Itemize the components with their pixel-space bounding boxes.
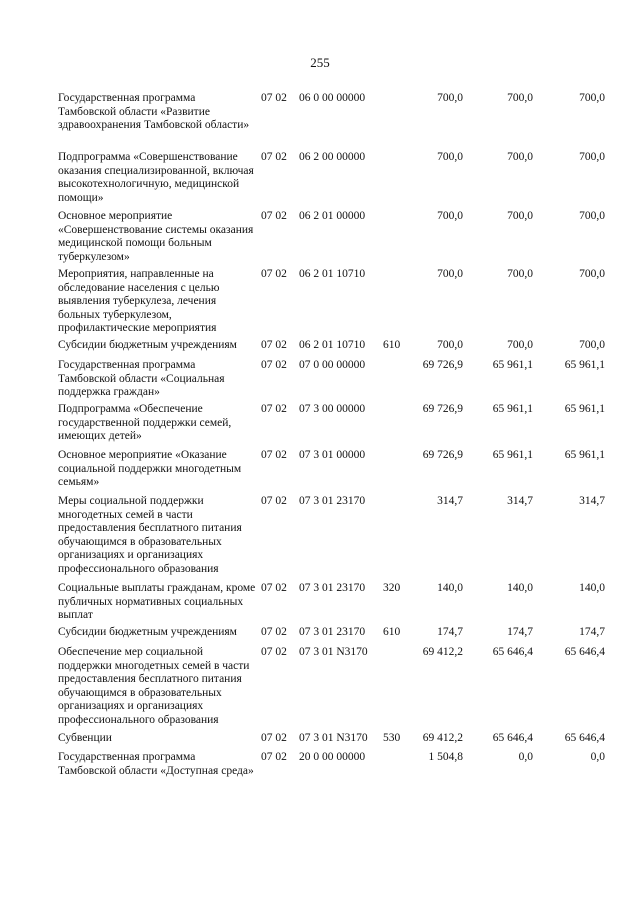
table-row (58, 732, 618, 751)
target-article-code: 20 0 00 00000 (299, 751, 366, 763)
section-code: 07 02 (261, 151, 287, 163)
expense-type-code: 610 (383, 626, 401, 638)
target-article-code: 06 0 00 00000 (299, 92, 366, 104)
amount-col-2: 700,0 (507, 151, 533, 163)
expense-type-code: 610 (383, 339, 401, 351)
section-code: 07 02 (261, 732, 287, 744)
page-number: 255 (310, 55, 330, 70)
target-article-code: 07 3 01 N3170 (299, 646, 368, 658)
row-name: Субвенции (58, 732, 112, 744)
amount-col-2: 65 646,4 (492, 732, 533, 744)
amount-col-3: 700,0 (579, 268, 605, 280)
section-code: 07 02 (261, 403, 287, 415)
row-name: Государственная программа Тамбовской области «Доступная среда» (58, 751, 254, 777)
table-row (58, 92, 618, 151)
amount-col-1: 140,0 (437, 582, 463, 594)
section-code: 07 02 (261, 339, 287, 351)
amount-col-1: 314,7 (437, 495, 463, 507)
amount-col-1: 700,0 (437, 339, 463, 351)
row-name: Социальные выплаты гражданам, кроме публичных нормативных социальных выплат (58, 582, 256, 621)
amount-col-2: 140,0 (507, 582, 533, 594)
table-row (58, 359, 618, 403)
expense-type-code: 530 (383, 732, 401, 744)
amount-col-3: 314,7 (579, 495, 605, 507)
row-name: Основное мероприятие «Оказание социальной поддержки многодетным семьям» (58, 449, 242, 488)
amount-col-2: 700,0 (507, 92, 533, 104)
amount-col-3: 700,0 (579, 92, 605, 104)
amount-col-2: 700,0 (507, 210, 533, 222)
row-name: Подпрограмма «Обеспечение государственной поддержки семей, имеющих детей» (58, 403, 232, 442)
section-code: 07 02 (261, 92, 287, 104)
row-name: Государственная программа Тамбовской области «Развитие здравоохранения Тамбовской области» (58, 92, 250, 131)
amount-col-2: 65 961,1 (492, 359, 533, 371)
target-article-code: 06 2 01 10710 (299, 268, 366, 280)
row-name: Основное мероприятие «Совершенствование системы оказания медицинской помощи больным туберкулезом» (58, 210, 254, 263)
amount-col-3: 140,0 (579, 582, 605, 594)
amount-col-2: 65 646,4 (492, 646, 533, 658)
section-code: 07 02 (261, 582, 287, 594)
target-article-code: 07 3 01 23170 (299, 582, 366, 594)
table-row (58, 151, 618, 210)
section-code: 07 02 (261, 495, 287, 507)
amount-col-3: 65 961,1 (564, 403, 605, 415)
amount-col-3: 700,0 (579, 210, 605, 222)
amount-col-3: 174,7 (579, 626, 605, 638)
target-article-code: 07 3 01 N3170 (299, 732, 368, 744)
amount-col-3: 65 961,1 (564, 359, 605, 371)
amount-col-3: 65 646,4 (564, 732, 605, 744)
amount-col-2: 65 961,1 (492, 403, 533, 415)
section-code: 07 02 (261, 646, 287, 658)
row-name: Мероприятия, направленные на обследование населения с целью выявления туберкулеза, лечения больных туберкулезом, профилактические мероприятия (58, 268, 220, 334)
amount-col-1: 1 504,8 (428, 751, 463, 763)
table-row (58, 403, 618, 449)
section-code: 07 02 (261, 210, 287, 222)
row-name: Подпрограмма «Совершенствование оказания специализированной, включая высокотехнологичную, медицинской помощи» (58, 151, 254, 204)
amount-col-2: 700,0 (507, 268, 533, 280)
target-article-code: 06 2 01 00000 (299, 210, 366, 222)
amount-col-1: 69 726,9 (422, 359, 463, 371)
target-article-code: 07 3 00 00000 (299, 403, 366, 415)
row-name: Субсидии бюджетным учреждениям (58, 626, 237, 638)
amount-col-1: 174,7 (437, 626, 463, 638)
expense-type-code: 320 (383, 582, 401, 594)
amount-col-3: 65 961,1 (564, 449, 605, 461)
amount-col-1: 69 412,2 (422, 732, 463, 744)
amount-col-3: 700,0 (579, 339, 605, 351)
target-article-code: 07 3 01 23170 (299, 495, 366, 507)
amount-col-3: 700,0 (579, 151, 605, 163)
table-row (58, 495, 618, 582)
amount-col-1: 69 726,9 (422, 449, 463, 461)
section-code: 07 02 (261, 359, 287, 371)
table-row (58, 210, 618, 268)
table-row (58, 339, 618, 359)
section-code: 07 02 (261, 268, 287, 280)
table-row (58, 626, 618, 646)
amount-col-1: 700,0 (437, 151, 463, 163)
section-code: 07 02 (261, 449, 287, 461)
target-article-code: 07 3 01 23170 (299, 626, 366, 638)
row-name: Субсидии бюджетным учреждениям (58, 339, 237, 351)
table-row (58, 646, 618, 732)
amount-col-2: 0,0 (518, 751, 533, 763)
amount-col-3: 0,0 (590, 751, 605, 763)
amount-col-1: 700,0 (437, 92, 463, 104)
table-row (58, 268, 618, 339)
amount-col-1: 700,0 (437, 210, 463, 222)
amount-col-2: 700,0 (507, 339, 533, 351)
section-code: 07 02 (261, 751, 287, 763)
amount-col-2: 314,7 (507, 495, 533, 507)
amount-col-1: 69 726,9 (422, 403, 463, 415)
table-row (58, 449, 618, 495)
amount-col-2: 65 961,1 (492, 449, 533, 461)
section-code: 07 02 (261, 626, 287, 638)
target-article-code: 06 2 00 00000 (299, 151, 366, 163)
table-row (58, 582, 618, 626)
amount-col-3: 65 646,4 (564, 646, 605, 658)
row-name: Обеспечение мер социальной поддержки многодетных семей в части предоставления бесплатного питания обучающимся в образовательных организациях и организациях профессионального образования (58, 646, 250, 726)
row-name: Государственная программа Тамбовской области «Социальная поддержка граждан» (58, 359, 225, 398)
target-article-code: 07 3 01 00000 (299, 449, 366, 461)
amount-col-1: 69 412,2 (422, 646, 463, 658)
row-name: Меры социальной поддержки многодетных семей в части предоставления бесплатного питания обучающимся в образовательных организациях и организациях профессионального образования (58, 495, 242, 575)
table-row (58, 751, 618, 796)
amount-col-1: 700,0 (437, 268, 463, 280)
target-article-code: 07 0 00 00000 (299, 359, 366, 371)
budget-table (58, 92, 618, 796)
amount-col-2: 174,7 (507, 626, 533, 638)
target-article-code: 06 2 01 10710 (299, 339, 366, 351)
